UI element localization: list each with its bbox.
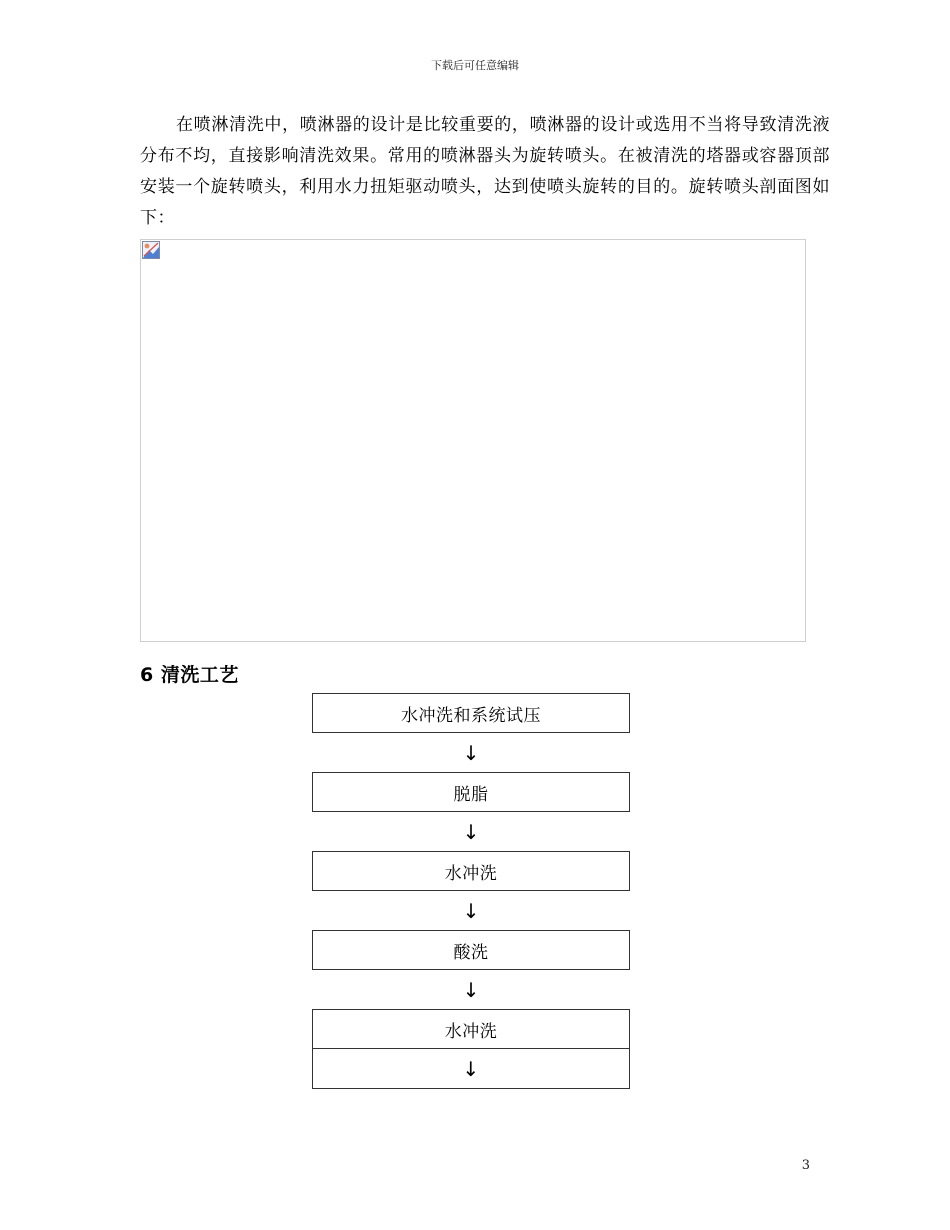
section-heading: 6 清洗工艺 <box>140 664 239 686</box>
figure-placeholder <box>140 239 806 642</box>
flow-step-water-flush: 水冲洗 <box>312 851 630 891</box>
process-flowchart <box>312 693 630 1089</box>
broken-image-icon <box>142 241 160 259</box>
flow-step-water-flush-pressure-test: 水冲洗和系统试压 <box>312 693 630 733</box>
flow-arrow-down-icon: ↓ <box>462 977 480 1002</box>
page-header: 下载后可任意编辑 <box>431 59 519 72</box>
flow-arrow-down-icon: ↓ <box>462 740 480 765</box>
body-paragraph: 在喷淋清洗中，喷淋器的设计是比较重要的，喷淋器的设计或选用不当将导致清洗液分布不均，直接影响清洗效果。常用的喷淋器头为旋转喷头。在被清洗的塔器或容器顶部安装一个旋转喷头，利用水力扭矩驱动喷头，达到使喷头旋转的目的。旋转喷头剖面图如下： <box>140 115 830 228</box>
flow-step-degreasing: 脱脂 <box>312 772 630 812</box>
flow-arrow-down-icon: ↓ <box>312 1049 630 1089</box>
flow-arrow-down-icon: ↓ <box>462 819 480 844</box>
flow-arrow-down-icon: ↓ <box>462 898 480 923</box>
flow-step-water-flush-final: 水冲洗 <box>312 1009 630 1049</box>
flow-step-pickling: 酸洗 <box>312 930 630 970</box>
page-number: 3 <box>801 1158 810 1173</box>
